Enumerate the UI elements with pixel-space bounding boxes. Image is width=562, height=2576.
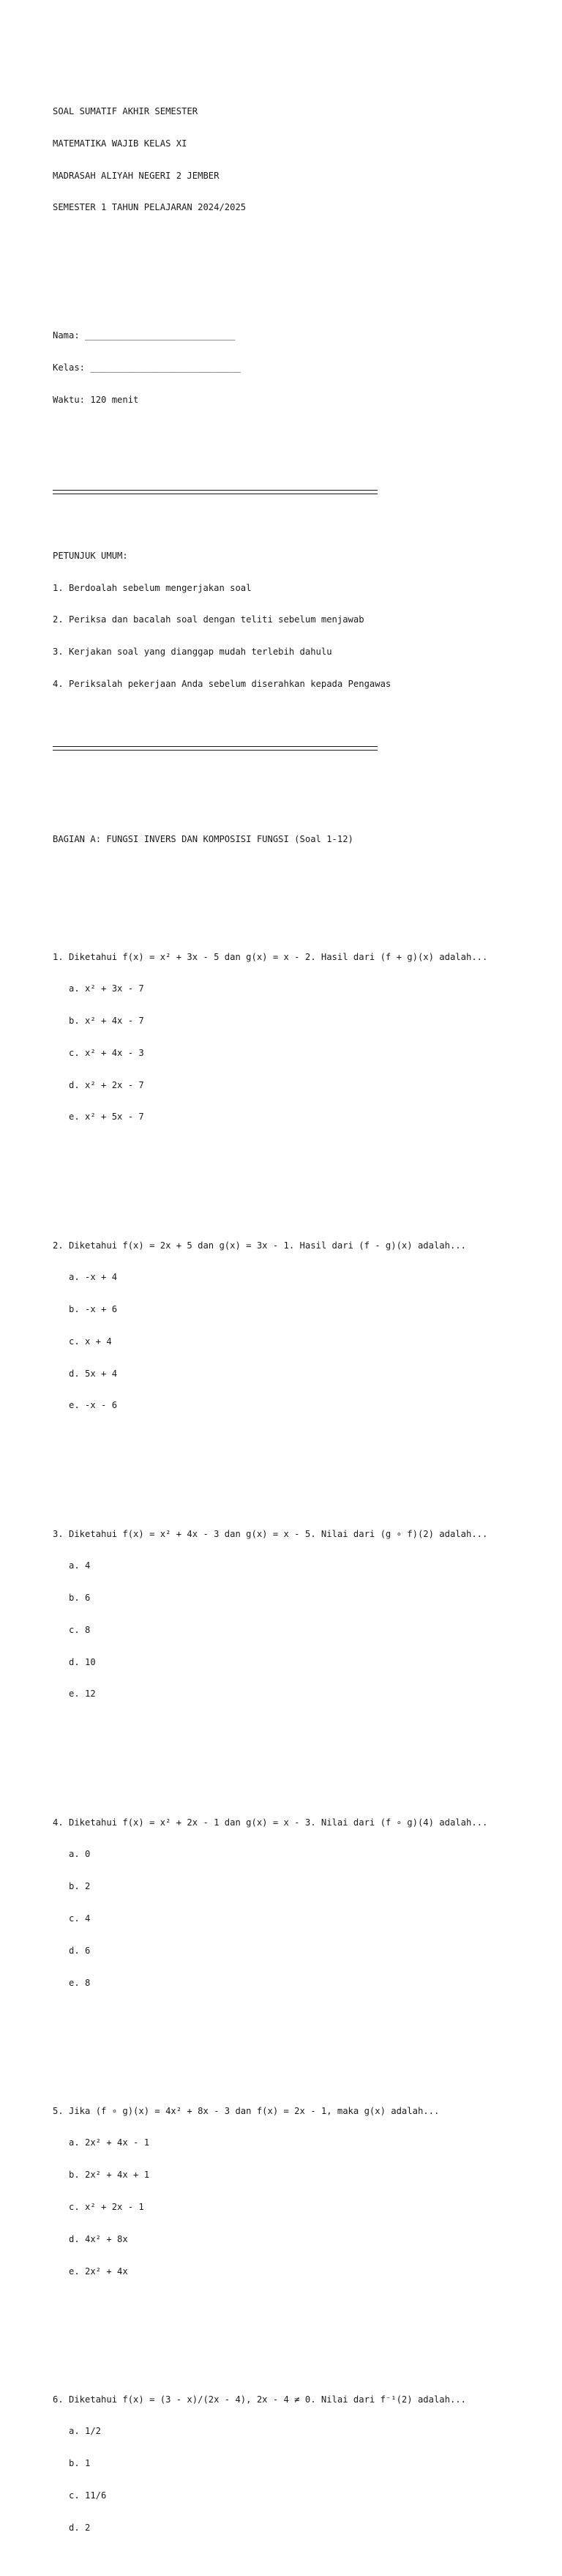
option-b: b. -x + 6 xyxy=(69,1304,118,1315)
question-text: 6. Diketahui f(x) = (3 - x)/(2x - 4), 2x - 4 ≠ 0. Nilai dari f⁻¹(2) adalah... xyxy=(53,2394,466,2405)
option-d: d. 5x + 4 xyxy=(69,1368,118,1379)
instruction-item: 1. Berdoalah sebelum mengerjakan soal xyxy=(53,582,252,593)
option-b: b. 2 xyxy=(69,1881,91,1892)
header-line-title: SOAL SUMATIF AKHIR SEMESTER xyxy=(53,105,198,116)
instruction-item: 3. Kerjakan soal yang dianggap mudah terlebih dahulu xyxy=(53,647,332,658)
spacer xyxy=(53,2320,550,2331)
question-5 xyxy=(53,2084,550,2298)
instructions-title: PETUNJUK UMUM: xyxy=(53,550,128,561)
time-info: Waktu: 120 menit xyxy=(53,395,139,405)
double-rule-bottom xyxy=(53,746,378,751)
question-text: 5. Jika (f ∘ g)(x) = 4x² + 8x - 3 dan f(x) = 2x - 1, maka g(x) adalah... xyxy=(53,2105,440,2116)
option-a: a. -x + 4 xyxy=(69,1272,118,1283)
spacer xyxy=(53,1165,550,1176)
exam-header xyxy=(53,85,550,234)
instructions-block xyxy=(53,529,550,711)
header-line-school: MADRASAH ALIYAH NEGERI 2 JEMBER xyxy=(53,170,220,181)
instruction-item: 2. Periksa dan bacalah soal dengan teliti sebelum menjawab xyxy=(53,614,364,625)
option-c: c. 4 xyxy=(69,1913,91,1924)
option-d: d. x² + 2x - 7 xyxy=(69,1079,144,1090)
spacer xyxy=(53,786,550,802)
question-6 xyxy=(53,2372,550,2554)
option-a: a. 0 xyxy=(69,1849,91,1860)
option-e: e. -x - 6 xyxy=(69,1400,118,1411)
option-d: d. 10 xyxy=(69,1656,96,1667)
option-a: a. 4 xyxy=(69,1560,91,1571)
option-d: d. 6 xyxy=(69,1945,91,1956)
class-field: Kelas: ____________________________ xyxy=(53,362,241,373)
option-c: c. 8 xyxy=(69,1624,91,1635)
option-c: c. 11/6 xyxy=(69,2490,107,2501)
option-c: c. x² + 4x - 3 xyxy=(69,1047,144,1058)
question-4 xyxy=(53,1795,550,2009)
spacer xyxy=(53,1453,550,1464)
option-a: a. 2x² + 4x - 1 xyxy=(69,2137,150,2148)
option-b: b. x² + 4x - 7 xyxy=(69,1016,144,1027)
spacer xyxy=(53,2030,550,2041)
option-b: b. 2x² + 4x + 1 xyxy=(69,2170,150,2181)
spacer xyxy=(53,1742,550,1753)
double-rule-top xyxy=(53,490,378,494)
option-e: e. 8 xyxy=(69,1977,91,1988)
spacer xyxy=(53,876,550,887)
option-d: d. 4x² + 8x xyxy=(69,2233,128,2244)
question-text: 2. Diketahui f(x) = 2x + 5 dan g(x) = 3x - 1. Hasil dari (f - g)(x) adalah... xyxy=(53,1240,466,1251)
name-field: Nama: ____________________________ xyxy=(53,330,236,341)
exam-document xyxy=(53,53,550,2576)
question-text: 1. Diketahui f(x) = x² + 3x - 5 dan g(x) = x - 2. Hasil dari (f + g)(x) adalah... xyxy=(53,951,488,962)
option-c: c. x² + 2x - 1 xyxy=(69,2201,144,2212)
option-b: b. 6 xyxy=(69,1593,91,1604)
spacer xyxy=(53,459,550,465)
question-1 xyxy=(53,930,550,1144)
identity-block xyxy=(53,309,550,427)
option-a: a. 1/2 xyxy=(69,2426,102,2437)
option-c: c. x + 4 xyxy=(69,1336,112,1347)
header-line-subject: MATEMATIKA WAJIB KELAS XI xyxy=(53,138,187,149)
question-2 xyxy=(53,1218,550,1432)
spacer xyxy=(53,267,550,278)
question-text: 4. Diketahui f(x) = x² + 2x - 1 dan g(x) = x - 3. Nilai dari (f ∘ g)(4) adalah... xyxy=(53,1817,488,1828)
question-3 xyxy=(53,1507,550,1721)
section-title: BAGIAN A: FUNGSI INVERS DAN KOMPOSISI FUNGSI (Soal 1-12) xyxy=(53,833,353,844)
option-d: d. 2 xyxy=(69,2522,91,2533)
question-text: 3. Diketahui f(x) = x² + 4x - 3 dan g(x) = x - 5. Nilai dari (g ∘ f)(2) adalah... xyxy=(53,1528,488,1539)
header-line-semester: SEMESTER 1 TAHUN PELAJARAN 2024/2025 xyxy=(53,202,247,213)
option-e: e. 2x² + 4x xyxy=(69,2266,128,2277)
option-e: e. 12 xyxy=(69,1689,96,1700)
option-b: b. 1 xyxy=(69,2458,91,2469)
option-e: e. x² + 5x - 7 xyxy=(69,1112,144,1123)
instruction-item: 4. Periksalah pekerjaan Anda sebelum diserahkan kepada Pengawas xyxy=(53,678,391,689)
option-a: a. x² + 3x - 7 xyxy=(69,983,144,994)
